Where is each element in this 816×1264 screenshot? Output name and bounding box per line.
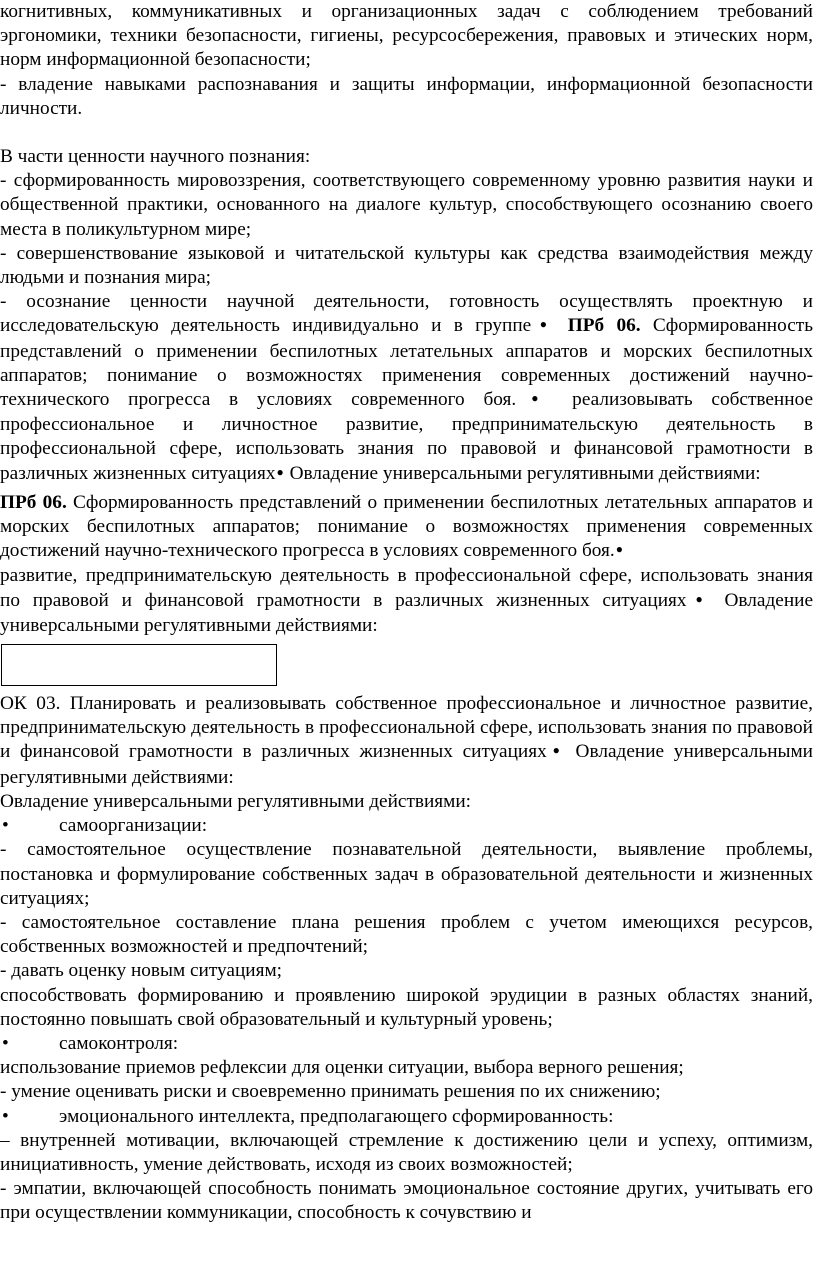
list-item-label: самоорганизации: [59,815,208,837]
paragraph: - умение оценивать риски и своевременно принимать решения по их снижению; [0,1081,661,1103]
paragraph: - эмпатии, включающей способность понимать эмоциональное состояние других, учитывать его при осуществлении коммуникации, способность к сочувствию и [0,1178,813,1224]
list-item-label: эмоционального интеллекта, предполагающего сформированность: [59,1105,614,1127]
code-label: ПРб 06. [567,315,641,337]
bullet-icon: ● [687,591,711,606]
paragraph [0,564,813,638]
text-run: развитие, предпринимательскую деятельность в профессиональной сфере, использовать знания по правовой и финансовой грамотности в различных жизненных ситуациях [0,565,813,611]
paragraph [0,692,813,790]
text-run: Овладение универсальными регулятивными действиями: [0,741,814,788]
paragraph: – внутренней мотивации, включающей стремление к достижению цели и успеху, оптимизм, инициативность, умение действовать, исходя из своих возможностей; [0,1129,813,1175]
paragraph: - самостоятельное составление плана решения проблем с учетом имеющихся ресурсов, собственных возможностей и предпочтений; [0,911,813,958]
paragraph: - самостоятельное осуществление познавательной деятельности, выявление проблемы, постановка и формулирование собственных задач в образовательной деятельности и жизненных ситуациях; [0,839,813,909]
list-bullet-icon: • [2,1032,9,1054]
bullet-icon: ● [615,542,623,557]
paragraph: - сформированность мировоззрения, соответствующего современному уровню развития науки и общественной практики, основанного на диалоге культур, способствующего осознанию своего места в поликультурном мире; [0,170,813,240]
text-run: реализовывать собственное профессиональное и личностное развитие, предпринимательскую деятельность в профессиональной сфере, использовать знания по правовой и финансовой грамотности в различных жизненных ситуациях [0,389,813,484]
bullet-icon: ● [517,391,553,406]
code-label: ПРб 06. [0,491,67,513]
text-run: Сформированность представлений о применении беспилотных летательных аппаратов и морских беспилотных аппаратов; понимание о возможностях применения современных достижений научно-технического прогресса в условиях современного боя. [0,491,814,562]
text-run: Сформированность представлений о применении беспилотных летательных аппаратов и морских беспилотных аппаратов; понимание о возможностях применения современных достижений научно-технического прогресса в условиях современного боя. [0,315,813,411]
paragraph: способствовать формированию и проявлению широкой эрудиции в разных областях знаний, постоянно повышать свой образовательный и культурный уровень; [0,984,813,1030]
paragraph: когнитивных, коммуникативных и организационных задач с соблюдением требований эргономики, техники безопасности, гигиены, ресурсосбережения, правовых и этических норм, норм информационной безопасности; [0,1,813,71]
list-bullet-icon: • [2,1105,9,1127]
paragraph [0,290,813,487]
text-run: Овладение универсальными регулятивными действиями: [284,462,761,484]
text-run: Овладение универсальными регулятивными действиями: [0,589,814,636]
bullet-icon: ● [547,743,565,758]
paragraph: использование приемов рефлексии для оценки ситуации, выбора верного решения; [0,1057,684,1079]
list-item [0,814,813,838]
paragraph: Овладение универсальными регулятивными действиями: [0,790,472,812]
paragraph [0,491,813,565]
list-bullet-icon: • [2,815,9,837]
bullet-icon: ● [276,464,284,479]
bullet-icon: ● [532,317,555,332]
paragraph: - давать оценку новым ситуациям; [0,960,283,982]
list-item [0,1105,813,1129]
paragraph: - владение навыками распознавания и защиты информации, информационной безопасности личности. [0,73,813,119]
list-item-label: самоконтроля: [59,1032,179,1054]
list-item [0,1032,813,1056]
empty-table-cell [1,644,277,686]
paragraph: - совершенствование языковой и читательской культуры как средства взаимодействия между людьми и познания мира; [0,242,813,289]
spacer [0,121,813,145]
text-run: - осознание ценности научной деятельности, готовность осуществлять проектную и исследовательскую деятельность индивидуально и в группе [0,291,813,337]
text-run: ОК 03. Планировать и реализовывать собственное профессиональное и личностное развитие, предпринимательскую деятельность в профессиональной сфере, использовать знания по правовой и финансовой грамотности в различных жизненных ситуациях [0,693,813,763]
paragraph: В части ценности научного познания: [0,146,311,168]
